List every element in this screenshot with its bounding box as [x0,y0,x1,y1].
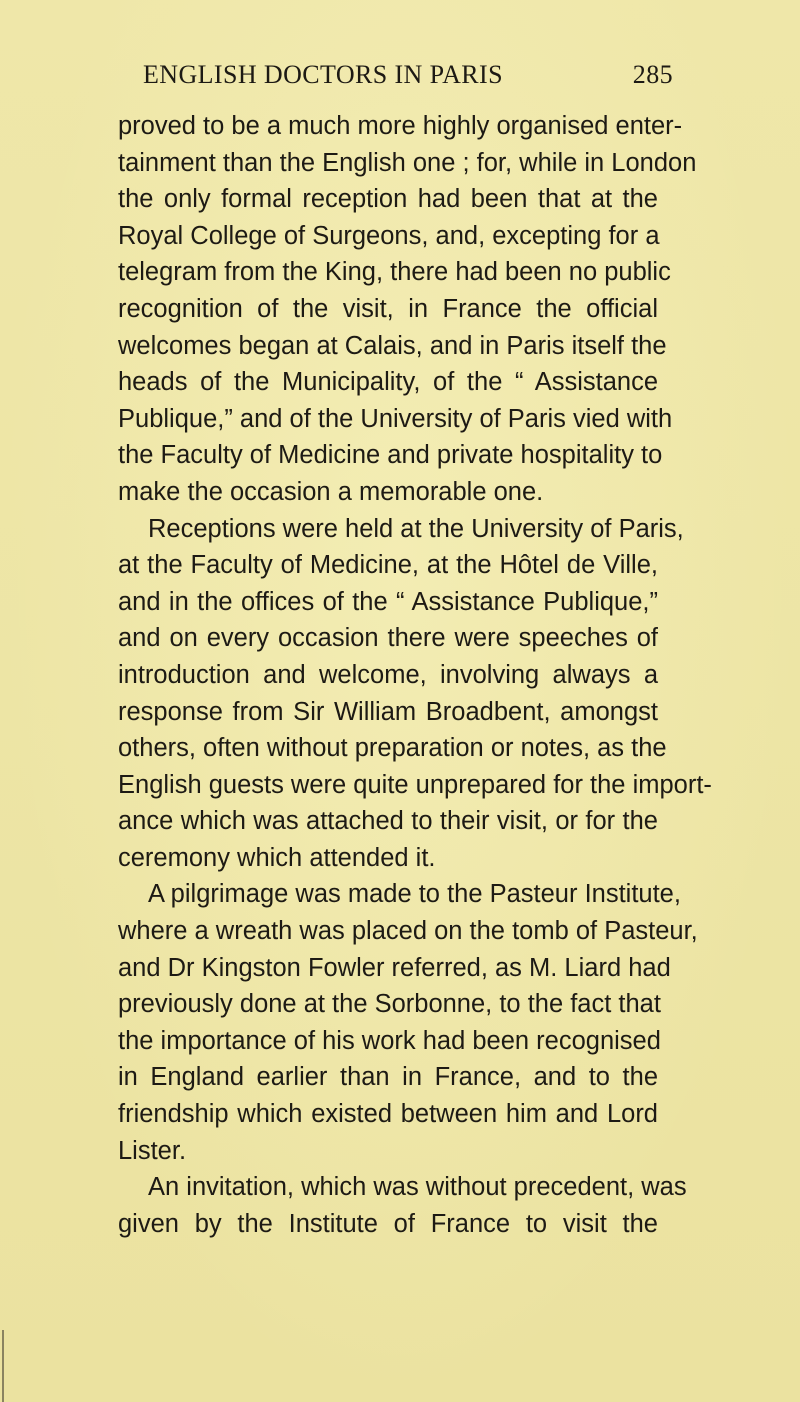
page-edge-mark [2,1330,4,1402]
text-line: response from Sir William Broadbent, amongst [118,697,658,726]
text-line: in England earlier than in France, and to the [118,1063,658,1092]
page-number: 285 [632,60,673,89]
text-line: Publique,” and of the University of Paris vied with [118,404,673,433]
text-line: heads of the Municipality, of the “ Assistance [118,368,658,397]
text-line: the importance of his work had been recognised [118,1026,661,1055]
text-line: introduction and welcome, involving always a [118,660,658,689]
text-line: ance which was attached to their visit, or for the [118,807,658,836]
text-line: and in the offices of the “ Assistance Publique,” [118,587,658,616]
text-line: and on every occasion there were speeches of [118,624,658,653]
text-line: the Faculty of Medicine and private hospitality to [118,441,663,470]
text-line: where a wreath was placed on the tomb of Pasteur, [118,917,698,946]
text-line: welcomes began at Calais, and in Paris itself the [118,331,667,360]
running-head [143,60,673,94]
paragraph-end-line: ceremony which attended it. [118,843,436,872]
running-head-title: ENGLISH DOCTORS IN PARIS [143,60,503,89]
paragraph-end-line: make the occasion a memorable one. [118,477,544,506]
paragraph-start-line: Receptions were held at the University of Paris, [148,514,684,543]
text-line: English guests were quite unprepared for the import- [118,770,712,799]
paragraph-start-line: A pilgrimage was made to the Pasteur Institute, [148,880,681,909]
text-line: recognition of the visit, in France the official [118,294,658,323]
text-line: Royal College of Surgeons, and, excepting for a [118,221,660,250]
text-line: proved to be a much more highly organised enter- [118,112,683,140]
text-line: friendship which existed between him and Lord [118,1100,658,1129]
text-line: given by the Institute of France to visit the [118,1209,658,1238]
body-text [118,108,712,1242]
paragraph-end-line: Lister. [118,1136,187,1165]
text-line: at the Faculty of Medicine, at the Hôtel de Ville, [118,551,658,580]
text-line: others, often without preparation or notes, as the [118,734,667,763]
text-line: and Dr Kingston Fowler referred, as M. Liard had [118,953,671,982]
text-line: tainment than the English one ; for, while in London [118,148,697,177]
text-line: the only formal reception had been that at the [118,185,658,214]
text-line: previously done at the Sorbonne, to the fact that [118,990,661,1019]
paragraph-start-line: An invitation, which was without precedent, was [148,1173,687,1202]
text-line: telegram from the King, there had been no public [118,258,671,287]
